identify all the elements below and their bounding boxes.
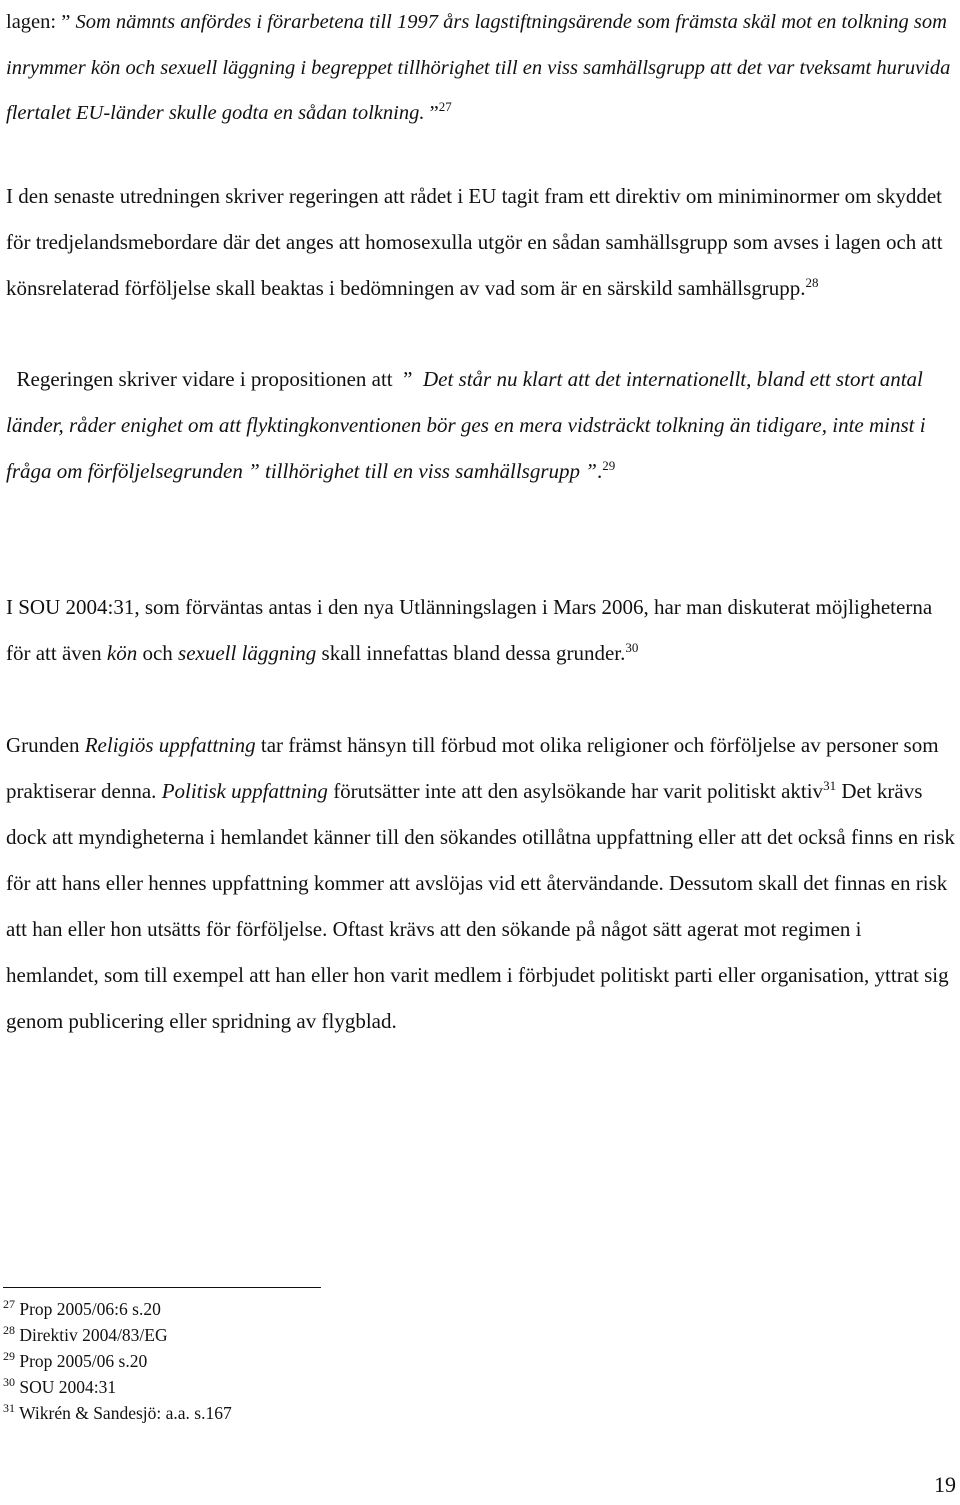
p4-e: skall innefattas bland dessa grunder. xyxy=(316,641,626,665)
footnote-text: SOU 2004:31 xyxy=(19,1377,117,1397)
footnote-number: 30 xyxy=(3,1375,15,1390)
p5-b: Religiös uppfattning xyxy=(84,733,256,757)
body-paragraph-2 xyxy=(6,173,956,311)
p5-a: Grunden xyxy=(6,733,85,757)
p5-d: Politisk uppfattning xyxy=(161,779,328,803)
footnote-item xyxy=(3,1296,232,1322)
page-number: 19 xyxy=(934,1472,956,1497)
p5-f: Det krävs dock att myndigheterna i hemlandet känner till den sökandes otillåtna uppfattning eller att det också finns en risk för att hans eller hennes uppfattning kommer att avslöjas vid ett återvändande. Dessutom skall det finnas en risk att han eller hon utsätts för förföljelse. Oftast krävs att den sökande på något sätt agerat mot regimen i hemlandet, som till exempel att han eller hon varit medlem i förbjudet politiskt parti eller organisation, yttrat sig genom publicering eller spridning av flygblad. xyxy=(6,779,955,1033)
p3-prefix: Regeringen skriver vidare i propositionen att ” xyxy=(6,367,423,391)
footnote-number: 31 xyxy=(3,1401,15,1416)
body-paragraph-5 xyxy=(6,722,956,1044)
p5-c: tar främst hänsyn till förbud mot olika religioner och förföljelse av personer som praktiserar denna. xyxy=(6,733,939,803)
p4-b: kön xyxy=(106,641,138,665)
p3-close-quote: ” xyxy=(580,459,597,483)
p1-close-quote: ” xyxy=(424,102,439,124)
p1-prefix: lagen: ” xyxy=(6,11,76,33)
footnote-list xyxy=(3,1296,232,1426)
p4-a: I SOU 2004:31, som förväntas antas i den nya Utlänningslagen i Mars 2006, har man diskuterat möjligheterna för att även xyxy=(6,595,933,665)
footnote-text: Wikrén & Sandesjö: a.a. s.167 xyxy=(19,1403,232,1423)
footnote-ref-30: 30 xyxy=(625,640,639,655)
footnote-ref-27: 27 xyxy=(438,99,452,115)
footnote-separator xyxy=(3,1287,321,1288)
p1-quote: Som nämnts anfördes i förarbetena till 1997 års lagstiftningsärende som främsta skäl mot en tolkning som inrymmer kön och sexuell läggning i begreppet tillhörighet till en viss samhällsgrupp att det var tveksamt huruvida flertalet EU-länder skulle godta en sådan tolkning. xyxy=(6,11,951,124)
footnote-text: Prop 2005/06 s.20 xyxy=(19,1351,148,1371)
body-paragraph-3 xyxy=(6,356,956,494)
footnote-number: 27 xyxy=(3,1297,15,1312)
footnote-ref-31: 31 xyxy=(823,778,837,793)
footnote-number: 29 xyxy=(3,1349,15,1364)
body-paragraph-4 xyxy=(6,584,956,676)
footnote-number: 28 xyxy=(3,1323,15,1338)
p5-e: förutsätter inte att den asylsökande har varit politiskt aktiv xyxy=(327,779,824,803)
p2-text: I den senaste utredningen skriver regeringen att rådet i EU tagit fram ett direktiv om miniminormer om skyddet för tredjelandsmebordare där det anges att homosexulla utgör en sådan samhällsgrupp som avses i lagen och att könsrelaterad förföljelse skall beaktas i bedömningen av vad som är en särskild samhällsgrupp. xyxy=(6,184,943,300)
p3-quote: Det står nu klart att det internationellt, bland ett stort antal länder, råder enighet om att flyktingkonventionen bör ges en mera vidsträckt tolkning än tidigare, inte minst i fråga om förföljelsegrunden ” tillhörighet till en viss samhällsgrupp xyxy=(6,367,926,483)
footnote-text: Prop 2005/06:6 s.20 xyxy=(19,1299,161,1319)
footnote-text: Direktiv 2004/83/EG xyxy=(19,1325,168,1345)
footnote-item xyxy=(3,1348,232,1374)
quote-paragraph-1 xyxy=(6,0,956,137)
footnote-item xyxy=(3,1400,232,1426)
p3-end: . xyxy=(596,459,603,483)
footnote-item xyxy=(3,1374,232,1400)
footnote-ref-29: 29 xyxy=(602,458,616,473)
p4-c: och xyxy=(137,641,179,665)
footnote-ref-28: 28 xyxy=(805,275,819,290)
p4-d: sexuell läggning xyxy=(178,641,317,665)
footnote-item xyxy=(3,1322,232,1348)
